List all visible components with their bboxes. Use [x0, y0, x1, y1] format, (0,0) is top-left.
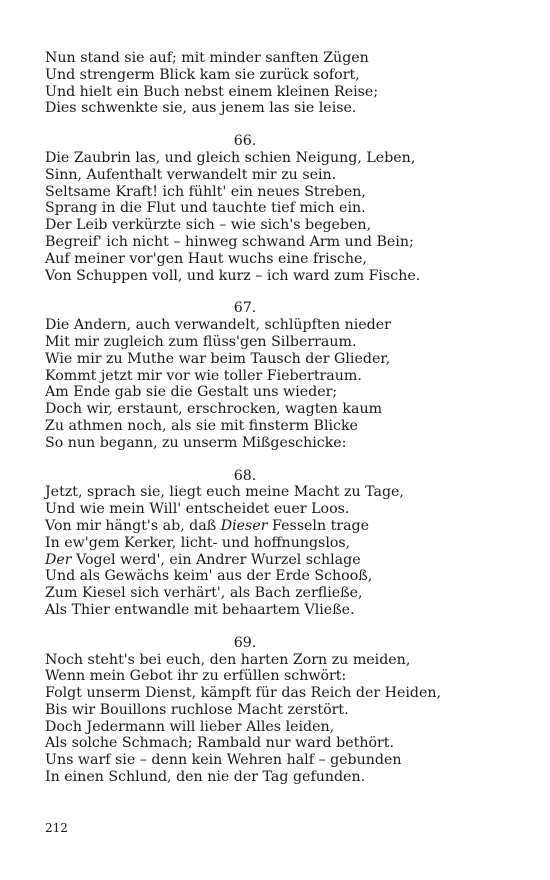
verse-line: Wenn mein Gebot ihr zu erfüllen schwört: [45, 668, 347, 685]
verse-line: Wie mir zu Muthe war beim Tausch der Glieder, [45, 350, 391, 367]
verse-line: Seltsame Kraft! ich fühlt' ein neues Streben, [45, 183, 366, 200]
verse-line: Als solche Schmach; Rambald nur ward bethört. [45, 735, 394, 752]
verse-line: Doch wir, erstaunt, erschrocken, wagten kaum [45, 401, 383, 418]
verse-fragment: Von mir hängt's ab, daß [45, 517, 221, 534]
verse-line: Und als Gewächs keim' aus der Erde Schooß, [45, 568, 373, 585]
verse-line: Der Leib verkürzte sich – wie sich's begeben, [45, 217, 372, 234]
verse-line: Sinn, Aufenthalt verwandelt mir zu sein. [45, 166, 337, 183]
stanza-67 [45, 300, 515, 451]
verse-line: Und hielt ein Buch nebst einem kleinen Reise; [45, 83, 379, 100]
stanza-66 [45, 133, 515, 284]
verse-line: In ew'gem Kerker, licht- und hoffnungslos, [45, 534, 351, 551]
verse-line: Dies schwenkte sie, aus jenem las sie leise. [45, 100, 357, 117]
page-number: 212 [45, 821, 68, 835]
verse-line: Uns warf sie – denn kein Wehren half – gebunden [45, 752, 402, 769]
verse-fragment: Vogel werd', ein Andrer Wurzel schlage [71, 551, 361, 568]
stanza-number: 67. [233, 300, 257, 317]
stanza-number: 69. [233, 634, 257, 651]
verse-line: Begreif' ich nicht – hinweg schwand Arm und Bein; [45, 233, 414, 250]
italic-word: Der [45, 551, 72, 568]
verse-line-with-italic [45, 552, 515, 569]
stanza-65-continued [45, 50, 515, 117]
verse-line: Sprang in die Flut und tauchte tief mich ein. [45, 200, 366, 217]
stanza-68 [45, 468, 515, 619]
verse-line: Die Zaubrin las, und gleich schien Neigung, Leben, [45, 149, 416, 166]
verse-line: Und wie mein Will' entscheidet euer Loos. [45, 501, 350, 518]
verse-line: Jetzt, sprach sie, liegt euch meine Macht zu Tage, [45, 484, 404, 501]
verse-line: Kommt jetzt mir vor wie toller Fiebertraum. [45, 367, 362, 384]
verse-line: Auf meiner vor'gen Haut wuchs eine frische, [45, 250, 367, 267]
verse-line: Am Ende gab sie die Gestalt uns wieder; [45, 384, 338, 401]
verse-line: Bis wir Bouillons ruchlose Macht zerstört. [45, 701, 349, 718]
verse-line: So nun begann, zu unserm Mißgeschicke: [45, 434, 347, 451]
verse-line: Als Thier entwandle mit behaartem Vließe. [45, 601, 355, 618]
verse-line: Mit mir zugleich zum flüss'gen Silberraum. [45, 333, 357, 350]
verse-line: In einen Schlund, den nie der Tag gefunden. [45, 769, 366, 786]
italic-word: Dieser [220, 517, 268, 534]
verse-line: Und strengerm Blick kam sie zurück sofort, [45, 66, 360, 83]
stanza-number: 68. [233, 467, 257, 484]
poem-page [45, 50, 515, 786]
verse-line: Noch steht's bei euch, den harten Zorn zu meiden, [45, 651, 411, 668]
stanza-number: 66. [233, 133, 257, 150]
verse-line: Von Schuppen voll, und kurz – ich ward zum Fische. [45, 267, 421, 284]
verse-line: Folgt unserm Dienst, kämpft für das Reich der Heiden, [45, 685, 442, 702]
verse-fragment: Fesseln trage [267, 517, 370, 534]
verse-line: Doch Jedermann will lieber Alles leiden, [45, 718, 335, 735]
verse-line: Zu athmen noch, als sie mit finsterm Blicke [45, 417, 358, 434]
verse-line: Nun stand sie auf; mit minder sanften Zügen [45, 50, 369, 66]
verse-line-with-italic [45, 518, 515, 535]
verse-line: Zum Kiesel sich verhärt', als Bach zerfließe, [45, 585, 363, 602]
verse-line: Die Andern, auch verwandelt, schlüpften nieder [45, 317, 391, 334]
stanza-69 [45, 635, 515, 786]
